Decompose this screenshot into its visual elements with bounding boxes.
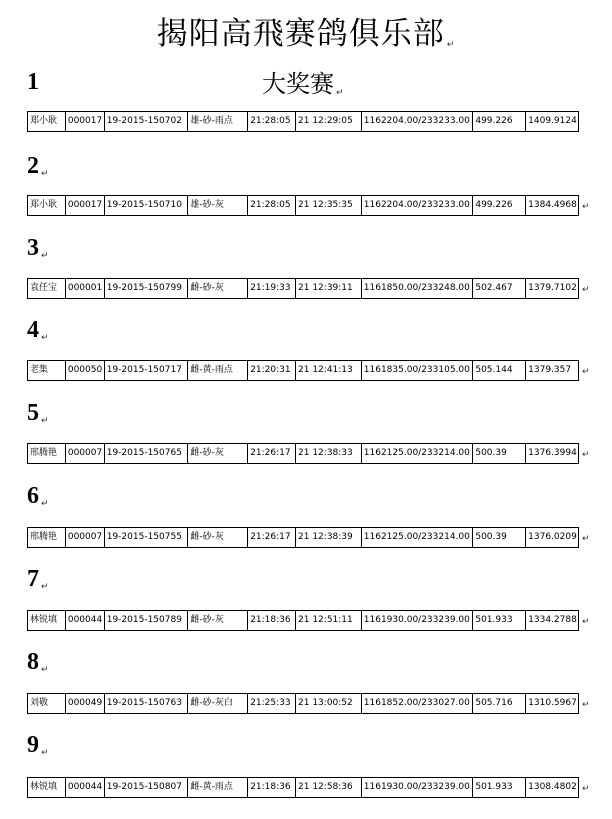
entry-arrival-time: 21 12:39:11 — [296, 279, 362, 298]
entry-name: 袁任宝 — [28, 279, 66, 298]
entry-arrival-time: 21 12:35:35 — [296, 196, 362, 215]
rank-number: 5 ↵ — [27, 400, 49, 426]
paragraph-mark-icon: ↵ — [582, 202, 590, 212]
paragraph-mark-icon: ↵ — [582, 617, 590, 627]
entry-basket-time: 21:20:31 — [248, 361, 296, 380]
rank-number: 7 ↵ — [27, 566, 49, 592]
table-row — [27, 278, 579, 299]
entry-distance-time: 1161930.00/233239.00 — [362, 611, 474, 630]
rank-number: 3 ↵ — [27, 235, 49, 261]
entry-basket-time: 21:26:17 — [248, 444, 296, 463]
entry-distance: 500.39 — [473, 444, 526, 463]
table-row — [27, 195, 579, 216]
entry-description: 雌-黄-雨点 — [188, 778, 248, 797]
entry-name: 老集 — [28, 361, 66, 380]
entry-speed: 1384.4968 — [528, 200, 577, 210]
entry-basket-time: 21:25:33 — [248, 694, 296, 713]
paragraph-mark-icon: ↵ — [41, 748, 49, 758]
entry-distance: 501.933 — [473, 611, 526, 630]
entry-ring-no: 19-2015-150807 — [105, 778, 189, 797]
entry-arrival-time: 21 12:38:33 — [296, 444, 362, 463]
entry-speed: 1310.5967 — [528, 698, 577, 708]
entry-description: 雌-砂-灰 — [188, 528, 248, 547]
entry-description: 雌-黄-雨点 — [188, 361, 248, 380]
entry-member-id: 000044 — [66, 778, 105, 797]
entry-ring-no: 19-2015-150717 — [105, 361, 189, 380]
entry-name: 郑小耿 — [28, 112, 66, 131]
table-row — [27, 693, 579, 714]
entry-member-id: 000007 — [66, 528, 105, 547]
rank-number: 9 ↵ — [27, 732, 49, 758]
entry-ring-no: 19-2015-150702 — [105, 112, 189, 131]
entry-name: 郑小耿 — [28, 196, 66, 215]
entry-distance-time: 1162125.00/233214.00 — [362, 528, 474, 547]
table-row — [27, 111, 579, 132]
entry-ring-no: 19-2015-150755 — [105, 528, 189, 547]
entry-arrival-time: 21 12:38:39 — [296, 528, 362, 547]
paragraph-mark-icon: ↵ — [582, 784, 590, 794]
entry-speed: 1379.7102 — [528, 283, 577, 293]
entry-speed: 1379.357 — [528, 365, 572, 375]
entry-distance-time: 1162204.00/233233.00 — [362, 112, 474, 131]
paragraph-mark-icon: ↵ — [582, 700, 590, 710]
rank-number: 4 ↵ — [27, 317, 49, 343]
entry-distance: 499.226 — [473, 196, 526, 215]
entry-basket-time: 21:18:36 — [248, 611, 296, 630]
entry-speed: 1409.9124 — [528, 116, 577, 126]
paragraph-mark-icon: ↵ — [582, 450, 590, 460]
paragraph-mark-icon: ↵ — [582, 367, 590, 377]
entry-description: 雌-砂-灰 — [188, 279, 248, 298]
paragraph-mark-icon: ↵ — [582, 534, 590, 544]
entry-member-id: 000001 — [66, 279, 105, 298]
entry-member-id: 000049 — [66, 694, 105, 713]
entry-basket-time: 21:26:17 — [248, 528, 296, 547]
entry-ring-no: 19-2015-150710 — [105, 196, 189, 215]
rank-number: 1 — [27, 69, 39, 95]
paragraph-mark-icon: ↵ — [41, 499, 49, 509]
table-row — [27, 527, 579, 548]
entry-name: 邢腾艳 — [28, 528, 66, 547]
table-row — [27, 360, 579, 381]
entry-ring-no: 19-2015-150763 — [105, 694, 189, 713]
paragraph-mark-icon: ↵ — [41, 665, 49, 675]
entry-description: 雄-砂-灰 — [188, 196, 248, 215]
entry-member-id: 000050 — [66, 361, 105, 380]
entry-arrival-time: 21 12:29:05 — [296, 112, 362, 131]
entry-distance: 501.933 — [473, 778, 526, 797]
table-row — [27, 777, 579, 798]
entry-member-id: 000007 — [66, 444, 105, 463]
entry-basket-time: 21:28:05 — [248, 112, 296, 131]
entry-description: 雌-砂-灰 — [188, 611, 248, 630]
entry-ring-no: 19-2015-150765 — [105, 444, 189, 463]
entry-distance: 500.39 — [473, 528, 526, 547]
entry-distance-time: 1161930.00/233239.00 — [362, 778, 474, 797]
entry-name: 林锐填 — [28, 778, 66, 797]
rank-number: 6 ↵ — [27, 483, 49, 509]
entry-distance: 502.467 — [473, 279, 526, 298]
entry-arrival-time: 21 12:51:11 — [296, 611, 362, 630]
entry-member-id: 000017 — [66, 196, 105, 215]
entry-speed: 1334.2788 — [528, 615, 577, 625]
table-row — [27, 610, 579, 631]
entry-distance-time: 1161852.00/233027.00 — [362, 694, 474, 713]
paragraph-mark-icon: ↵ — [336, 88, 344, 98]
entry-ring-no: 19-2015-150799 — [105, 279, 189, 298]
paragraph-mark-icon: ↵ — [41, 251, 49, 261]
entry-name: 林锐填 — [28, 611, 66, 630]
entry-name: 邢腾艳 — [28, 444, 66, 463]
rank-number: 2 ↵ — [27, 153, 49, 179]
entry-speed: 1376.3994 — [528, 448, 577, 458]
paragraph-mark-icon: ↵ — [41, 582, 49, 592]
entry-distance: 499.226 — [473, 112, 526, 131]
entry-distance-time: 1161850.00/233248.00 — [362, 279, 474, 298]
entry-arrival-time: 21 12:58:36 — [296, 778, 362, 797]
paragraph-mark-icon: ↵ — [41, 416, 49, 426]
entry-distance-time: 1162204.00/233233.00 — [362, 196, 474, 215]
entry-ring-no: 19-2015-150789 — [105, 611, 189, 630]
paragraph-mark-icon: ↵ — [41, 169, 49, 179]
entry-basket-time: 21:18:36 — [248, 778, 296, 797]
entry-speed: 1376.0209 — [528, 532, 577, 542]
table-row — [27, 443, 579, 464]
entry-distance: 505.716 — [473, 694, 526, 713]
paragraph-mark-icon: ↵ — [446, 40, 456, 50]
entry-arrival-time: 21 13:00:52 — [296, 694, 362, 713]
event-title: 大奖赛 ↵ — [262, 70, 344, 98]
entry-speed: 1308.4802 — [528, 782, 577, 792]
rank-number: 8 ↵ — [27, 649, 49, 675]
entry-distance-time: 1161835.00/233105.00 — [362, 361, 474, 380]
entry-description: 雌-砂-灰 — [188, 444, 248, 463]
entry-distance: 505.144 — [473, 361, 526, 380]
entry-member-id: 000044 — [66, 611, 105, 630]
entry-description: 雌-砂-灰白 — [188, 694, 248, 713]
paragraph-mark-icon: ↵ — [41, 333, 49, 343]
club-title: 揭阳高飛赛鸽俱乐部 ↵ — [156, 16, 456, 52]
entry-distance-time: 1162125.00/233214.00 — [362, 444, 474, 463]
entry-basket-time: 21:28:05 — [248, 196, 296, 215]
paragraph-mark-icon: ↵ — [582, 285, 590, 295]
entry-arrival-time: 21 12:41:13 — [296, 361, 362, 380]
entry-name: 刘敬 — [28, 694, 66, 713]
entry-description: 雄-砂-雨点 — [188, 112, 248, 131]
entry-basket-time: 21:19:33 — [248, 279, 296, 298]
entry-member-id: 000017 — [66, 112, 105, 131]
